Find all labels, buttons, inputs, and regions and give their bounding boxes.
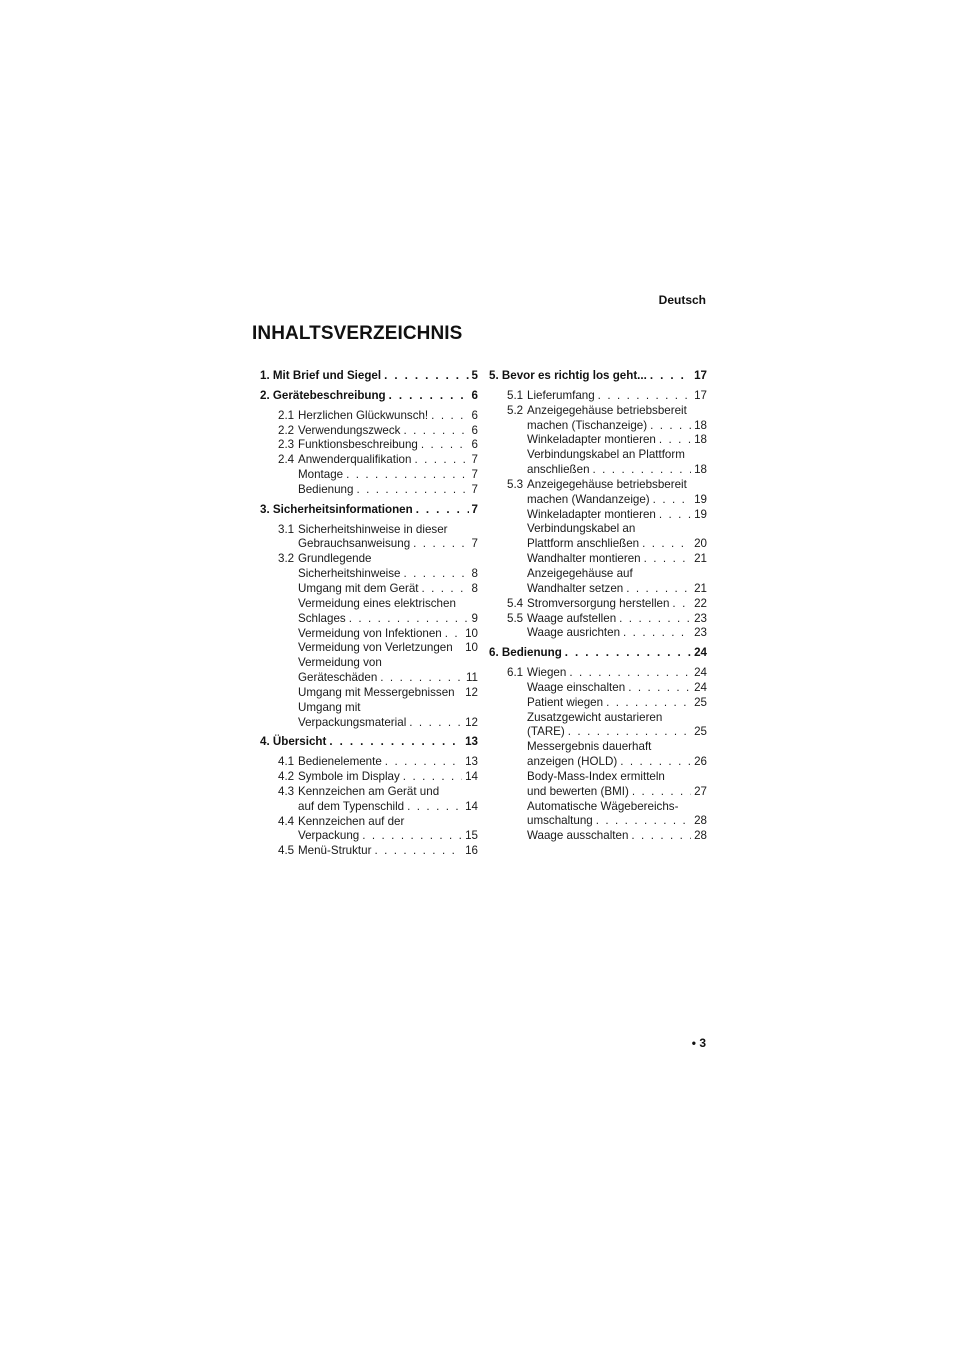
toc-page-ref: 25 <box>694 695 707 709</box>
toc-page-ref: 16 <box>465 844 478 858</box>
toc-sub-entry[interactable] <box>489 696 707 711</box>
toc-sub-label-line: Verpackungsmaterial <box>298 715 407 729</box>
toc-sub-label-line: Gebrauchsanweisung <box>298 537 411 551</box>
dot-leader <box>650 369 691 384</box>
toc-section-label: 2. Gerätebeschreibung <box>260 388 386 402</box>
toc-sub-entry[interactable] <box>260 424 478 439</box>
toc-section-entry[interactable] <box>260 389 478 404</box>
toc-page-ref: 23 <box>694 611 707 625</box>
toc-sub-number: 4.4 <box>278 814 295 828</box>
toc-sub-label-line: Vermeidung von <box>298 656 382 670</box>
toc-sub-entry[interactable] <box>260 701 478 731</box>
toc-section-label: 5. Bevor es richtig los geht... <box>489 369 647 382</box>
toc-page-ref: 6 <box>471 438 478 452</box>
toc-sub-label-line: Verbindungskabel an Plattform <box>527 448 685 462</box>
toc-page-ref: 20 <box>694 537 707 551</box>
toc-sub-label-line: umschaltung <box>527 814 593 828</box>
toc-sub-entry[interactable] <box>489 829 707 844</box>
dot-leader <box>403 770 462 785</box>
toc-sub-label-line: Body-Mass-Index ermitteln <box>527 769 665 783</box>
toc-sub-number: 4.5 <box>278 844 295 858</box>
toc-sub-label-line: (TARE) <box>527 725 565 739</box>
dot-leader <box>659 508 691 523</box>
toc-sub-label-line: Verpackung <box>298 829 360 843</box>
toc-sub-entry[interactable] <box>489 666 707 681</box>
toc-sub-label-line: Funktionsbeschreibung <box>298 438 418 452</box>
toc-sub-label-line: Lieferumfang <box>527 388 595 402</box>
dot-leader <box>565 646 691 661</box>
toc-sub-label-line: Kennzeichen am Gerät und <box>298 784 440 798</box>
toc-page-ref: 27 <box>694 784 707 798</box>
toc-sub-number: 5.3 <box>507 477 524 491</box>
toc-sub-entry[interactable] <box>489 711 707 741</box>
toc-sub-label-line: Verwendungszweck <box>298 423 401 437</box>
toc-section-entry[interactable] <box>260 503 478 518</box>
toc-sub-label-line: Wiegen <box>527 666 567 680</box>
toc-page-ref: 28 <box>694 829 707 843</box>
toc-sub-entry[interactable] <box>489 612 707 627</box>
toc-sub-label-line: Wandhalter setzen <box>527 581 624 595</box>
dot-leader <box>598 389 691 404</box>
dot-leader <box>672 597 691 612</box>
toc-sub-number: 2.2 <box>278 423 295 437</box>
toc-page-ref: 24 <box>694 666 707 680</box>
dot-leader <box>644 552 691 567</box>
dot-leader <box>421 438 469 453</box>
dot-leader <box>593 463 692 478</box>
dot-leader <box>389 389 469 404</box>
toc-page-ref: 18 <box>694 433 707 447</box>
toc-sub-entry[interactable] <box>489 433 707 448</box>
dot-leader <box>329 735 462 750</box>
toc-sub-label-line: Anzeigegehäuse betriebsbereit <box>527 403 687 417</box>
toc-sub-entry[interactable] <box>260 468 478 483</box>
toc-sub-entry[interactable] <box>260 582 478 597</box>
toc-sub-entry[interactable] <box>489 522 707 552</box>
toc-sub-label-line: Verbindungskabel an <box>527 522 636 536</box>
toc-sub-number: 2.4 <box>278 453 295 467</box>
toc-sub-label-line: Waage ausschalten <box>527 829 629 843</box>
toc-sub-label-line: Herzlichen Glückwunsch! <box>298 408 429 422</box>
toc-page-ref: 24 <box>694 646 707 660</box>
toc-page-ref: 19 <box>694 492 707 506</box>
toc-sub-label-line: machen (Tischanzeige) <box>527 418 648 432</box>
toc-page-ref: 21 <box>694 552 707 566</box>
toc-sub-label-line: Anwenderqualifikation <box>298 453 412 467</box>
toc-section-label: 3. Sicherheitsinformationen <box>260 502 413 516</box>
dot-leader <box>653 493 691 508</box>
toc-sub-number: 4.1 <box>278 755 295 769</box>
toc-page-ref: 13 <box>465 735 478 749</box>
toc-sub-entry[interactable] <box>260 523 478 553</box>
toc-page-ref: 12 <box>465 685 478 699</box>
language-label: Deutsch <box>658 293 706 307</box>
dot-leader <box>628 681 691 696</box>
toc-section-label: 1. Mit Brief und Siegel <box>260 369 382 382</box>
toc-column-left <box>260 369 478 859</box>
toc-sub-entry[interactable] <box>260 627 478 642</box>
toc-page-ref: 28 <box>694 814 707 828</box>
toc-page-ref: 23 <box>694 626 707 640</box>
dot-leader <box>409 716 462 731</box>
toc-sub-label-line: Vermeidung von Verletzungen <box>298 641 453 655</box>
toc-sub-entry[interactable] <box>260 755 478 770</box>
toc-sub-label-line: Umgang mit <box>298 700 361 714</box>
toc-sub-label-line: Waage ausrichten <box>527 626 621 640</box>
toc-page-ref: 10 <box>465 641 478 655</box>
toc-sub-label-line: Bedienung <box>298 482 354 496</box>
toc-sub-entry[interactable] <box>489 681 707 696</box>
dot-leader <box>626 582 691 597</box>
toc-sub-number: 6.1 <box>507 666 524 680</box>
toc-sub-label-line: Umgang mit dem Gerät <box>298 581 419 595</box>
toc-sub-label-line: auf dem Typenschild <box>298 799 405 813</box>
toc-section-entry[interactable] <box>489 369 707 384</box>
toc-sub-entry[interactable] <box>260 483 478 498</box>
toc-sub-label-line: Kennzeichen auf der <box>298 814 405 828</box>
toc-sub-label-line: Menü-Struktur <box>298 844 372 858</box>
toc-sub-entry[interactable] <box>489 389 707 404</box>
dot-leader <box>569 666 691 681</box>
toc-sub-entry[interactable] <box>260 844 478 859</box>
toc-sub-label-line: Vermeidung eines elektrischen <box>298 596 456 610</box>
toc-page-ref: 15 <box>465 829 478 843</box>
toc-page-ref: 17 <box>694 369 707 382</box>
dot-leader <box>362 829 462 844</box>
dot-leader <box>431 409 468 424</box>
toc-page-ref: 8 <box>471 567 478 581</box>
dot-leader <box>620 755 691 770</box>
toc-sub-entry[interactable] <box>260 597 478 627</box>
toc-sub-label-line: Grundlegende <box>298 552 372 566</box>
toc-sub-number: 5.2 <box>507 403 524 417</box>
page-title: INHALTSVERZEICHNIS <box>252 323 463 344</box>
toc-sub-entry[interactable] <box>489 597 707 612</box>
toc-sub-number: 2.3 <box>278 438 295 452</box>
toc-page-ref: 6 <box>471 423 478 437</box>
toc-sub-label-line: Plattform anschließen <box>527 537 640 551</box>
toc-sub-label-line: Montage <box>298 468 344 482</box>
toc-sub-number: 3.1 <box>278 522 295 536</box>
dot-leader <box>596 814 691 829</box>
toc-section-label: 4. Übersicht <box>260 735 327 749</box>
toc-sub-label-line: Umgang mit Messergebnissen <box>298 685 455 699</box>
dot-leader <box>623 626 691 641</box>
toc-sub-number: 3.2 <box>278 552 295 566</box>
toc-sub-label-line: und bewerten (BMI) <box>527 784 629 798</box>
toc-page-ref: 26 <box>694 755 707 769</box>
dot-leader <box>416 503 469 518</box>
toc-sub-entry[interactable] <box>489 552 707 567</box>
toc-sub-entry[interactable] <box>260 453 478 468</box>
dot-leader <box>568 725 691 740</box>
dot-leader <box>632 785 691 800</box>
toc-page-ref: 24 <box>694 680 707 694</box>
toc-sub-label-line: Winkeladapter montieren <box>527 507 656 521</box>
dot-leader <box>422 582 469 597</box>
toc-sub-entry[interactable] <box>489 404 707 434</box>
toc-sub-label-line: Sicherheitshinweise in dieser <box>298 522 448 536</box>
toc-section-entry[interactable] <box>260 735 478 750</box>
toc-page-ref: 13 <box>465 755 478 769</box>
toc-sub-label-line: Patient wiegen <box>527 695 604 709</box>
dot-leader <box>619 612 691 627</box>
dot-leader <box>385 755 462 770</box>
toc-sub-label-line: Waage einschalten <box>527 680 626 694</box>
toc-page-ref: 19 <box>694 507 707 521</box>
toc-page-ref: 9 <box>471 611 478 625</box>
toc-sub-number: 4.3 <box>278 784 295 798</box>
toc-page-ref: 7 <box>471 482 478 496</box>
toc-sub-entry[interactable] <box>260 641 478 656</box>
toc-sub-label-line: Messergebnis dauerhaft <box>527 740 652 754</box>
dot-leader <box>349 612 469 627</box>
toc-page-ref: 22 <box>694 596 707 610</box>
toc-sub-entry[interactable] <box>260 409 478 424</box>
toc-page-ref: 7 <box>471 502 478 516</box>
dot-leader <box>356 483 468 498</box>
toc-sub-label-line: Stromversorgung herstellen <box>527 596 670 610</box>
toc-column-right <box>489 369 707 844</box>
toc-sub-label-line: Winkeladapter montieren <box>527 433 656 447</box>
toc-page-ref: 11 <box>465 671 478 685</box>
toc-sub-label-line: Schlages <box>298 611 346 625</box>
toc-page-ref: 14 <box>465 770 478 784</box>
toc-sub-number: 5.5 <box>507 611 524 625</box>
toc-sub-entry[interactable] <box>489 478 707 508</box>
toc-page-ref: 18 <box>694 418 707 432</box>
toc-sub-entry[interactable] <box>260 785 478 815</box>
dot-leader <box>606 696 691 711</box>
dot-leader <box>414 453 468 468</box>
toc-sub-entry[interactable] <box>489 567 707 597</box>
dot-leader <box>445 627 462 642</box>
toc-page-ref: 21 <box>694 581 707 595</box>
toc-page-ref: 25 <box>694 725 707 739</box>
toc-sub-entry[interactable] <box>489 770 707 800</box>
toc-sub-label-line: Anzeigegehäuse auf <box>527 566 633 580</box>
toc-page-ref: 10 <box>465 626 478 640</box>
dot-leader <box>631 829 691 844</box>
toc-sub-label-line: anschließen <box>527 463 590 477</box>
toc-page-ref: 8 <box>471 581 478 595</box>
toc-page-ref: 14 <box>465 799 478 813</box>
toc-page-ref: 18 <box>694 463 707 477</box>
dot-leader <box>642 537 691 552</box>
toc-sub-entry[interactable] <box>489 740 707 770</box>
toc-sub-label-line: Automatische Wägebereichs- <box>527 799 679 813</box>
toc-sub-label-line: Zusatzgewicht austarieren <box>527 710 663 724</box>
toc-page-ref: 7 <box>471 453 478 467</box>
toc-sub-label-line: Sicherheitshinweise <box>298 567 401 581</box>
toc-page-ref: 17 <box>694 388 707 402</box>
dot-leader <box>374 844 462 859</box>
toc-sub-label-line: Wandhalter montieren <box>527 552 641 566</box>
toc-sub-number: 2.1 <box>278 408 295 422</box>
page-number: • 3 <box>691 1036 706 1050</box>
toc-page-ref: 5 <box>471 369 478 382</box>
toc-sub-label-line: machen (Wandanzeige) <box>527 492 650 506</box>
dot-leader <box>413 537 468 552</box>
toc-sub-label-line: Geräteschäden <box>298 671 378 685</box>
toc-sub-label-line: anzeigen (HOLD) <box>527 755 618 769</box>
toc-page-ref: 6 <box>471 408 478 422</box>
dot-leader <box>384 369 468 384</box>
dot-leader <box>407 800 462 815</box>
toc-section-label: 6. Bedienung <box>489 646 562 660</box>
toc-sub-entry[interactable] <box>260 815 478 845</box>
toc-sub-label-line: Bedienelemente <box>298 755 382 769</box>
toc-sub-label-line: Vermeidung von Infektionen <box>298 626 442 640</box>
toc-section-entry[interactable] <box>489 646 707 661</box>
dot-leader <box>650 419 691 434</box>
toc-sub-number: 5.1 <box>507 388 524 402</box>
toc-sub-entry[interactable] <box>489 800 707 830</box>
dot-leader <box>346 468 468 483</box>
toc-page-ref: 6 <box>471 388 478 402</box>
dot-leader <box>403 424 468 439</box>
toc-sub-entry[interactable] <box>489 448 707 478</box>
toc-sub-entry[interactable] <box>260 438 478 453</box>
toc-page-ref: 7 <box>471 537 478 551</box>
dot-leader <box>380 671 463 686</box>
toc-sub-entry[interactable] <box>260 770 478 785</box>
toc-sub-entry[interactable] <box>260 656 478 686</box>
toc-sub-number: 5.4 <box>507 596 524 610</box>
toc-sub-number: 4.2 <box>278 770 295 784</box>
toc-sub-label-line: Anzeigegehäuse betriebsbereit <box>527 477 687 491</box>
dot-leader <box>403 567 468 582</box>
toc-sub-label-line: Symbole im Display <box>298 770 400 784</box>
toc-sub-entry[interactable] <box>489 508 707 523</box>
toc-page-ref: 7 <box>471 468 478 482</box>
toc-sub-entry[interactable] <box>260 552 478 582</box>
toc-section-entry[interactable] <box>260 369 478 384</box>
toc-sub-entry[interactable] <box>260 686 478 701</box>
toc-page-ref: 12 <box>465 715 478 729</box>
toc-sub-entry[interactable] <box>489 626 707 641</box>
dot-leader <box>659 433 691 448</box>
toc-sub-label-line: Waage aufstellen <box>527 611 617 625</box>
